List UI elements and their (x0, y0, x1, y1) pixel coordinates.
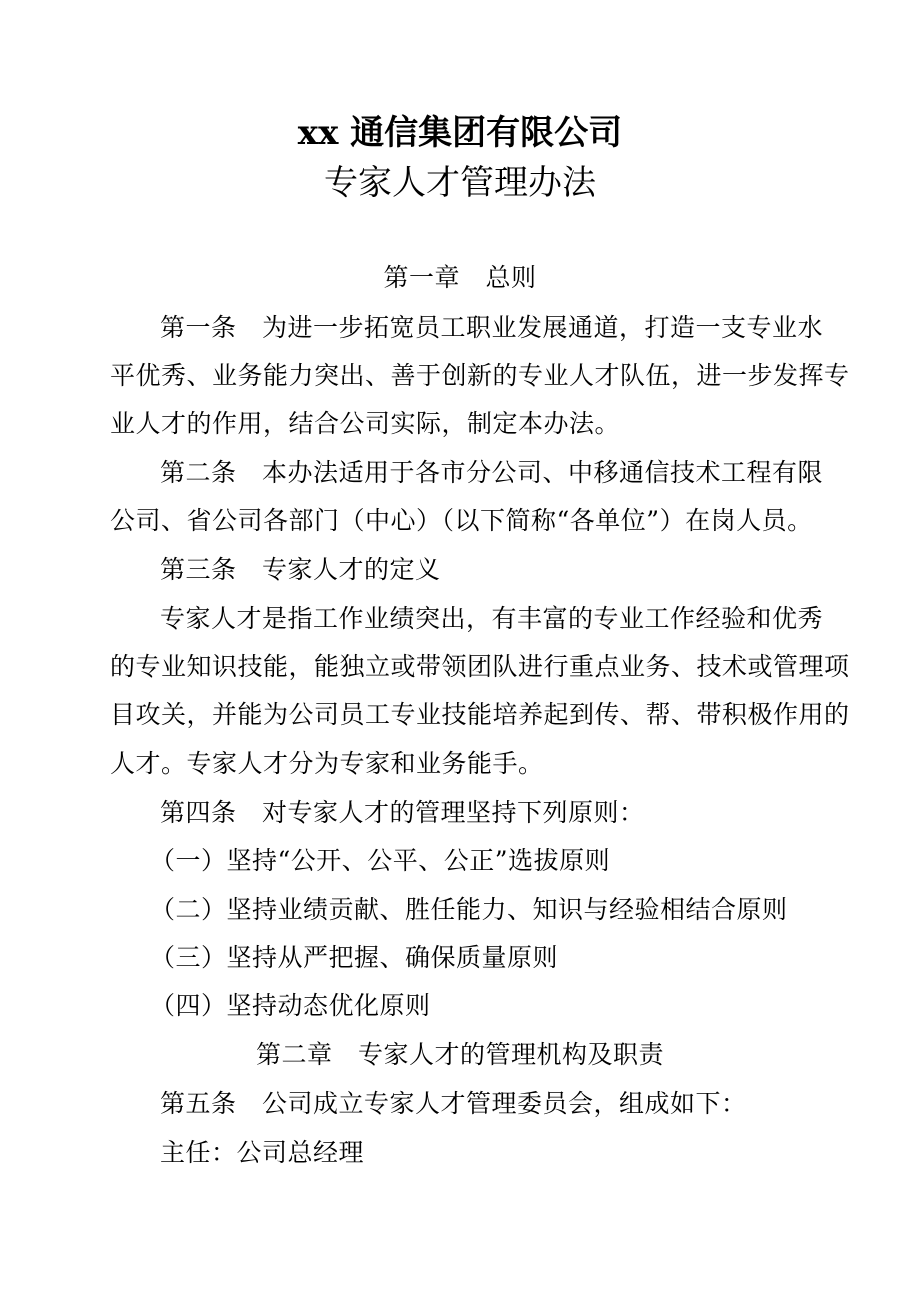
article-4-heading: 第四条 对专家人才的管理坚持下列原则： (160, 798, 645, 827)
article-2-line-2: 公司、省公司各部门（中心）（以下简称“各单位”）在岗人员。 (110, 506, 813, 535)
director-line: 主任：公司总经理 (160, 1138, 365, 1167)
article-3-body-line-3: 目攻关，并能为公司员工专业技能培养起到传、帮、带积极作用的 (110, 700, 850, 729)
principle-4: （四）坚持动态优化原则 (150, 991, 431, 1020)
chapter-2-heading: 第二章 专家人才的管理机构及职责 (255, 1040, 664, 1069)
article-2-line-1: 第二条 本办法适用于各市分公司、中移通信技术工程有限 (160, 458, 824, 487)
chapter-1-heading: 第一章 总则 (383, 263, 537, 292)
article-1-line-1: 第一条 为进一步拓宽员工职业发展通道，打造一支专业水 (160, 313, 824, 342)
document-title-name: 专家人才管理办法 (324, 163, 596, 203)
article-3-body-line-4: 人才。专家人才分为专家和业务能手。 (110, 749, 544, 778)
principle-2: （二）坚持业绩贡献、胜任能力、知识与经验相结合原则 (150, 895, 788, 924)
principle-1: （一）坚持“公开、公平、公正”选拔原则 (150, 846, 611, 875)
article-3-body-line-1: 专家人才是指工作业绩突出，有丰富的专业工作经验和优秀 (160, 604, 824, 633)
document-title-company: xx 通信集团有限公司 (297, 113, 623, 153)
article-3-body-line-2: 的专业知识技能，能独立或带领团队进行重点业务、技术或管理项 (110, 652, 850, 681)
principle-3: （三）坚持从严把握、确保质量原则 (150, 943, 559, 972)
article-5: 第五条 公司成立专家人才管理委员会，组成如下： (160, 1089, 747, 1118)
article-1-line-2: 平优秀、业务能力突出、善于创新的专业人才队伍，进一步发挥专 (110, 361, 850, 390)
article-3-heading: 第三条 专家人才的定义 (160, 555, 441, 584)
article-1-line-3: 业人才的作用，结合公司实际，制定本办法。 (110, 409, 621, 438)
